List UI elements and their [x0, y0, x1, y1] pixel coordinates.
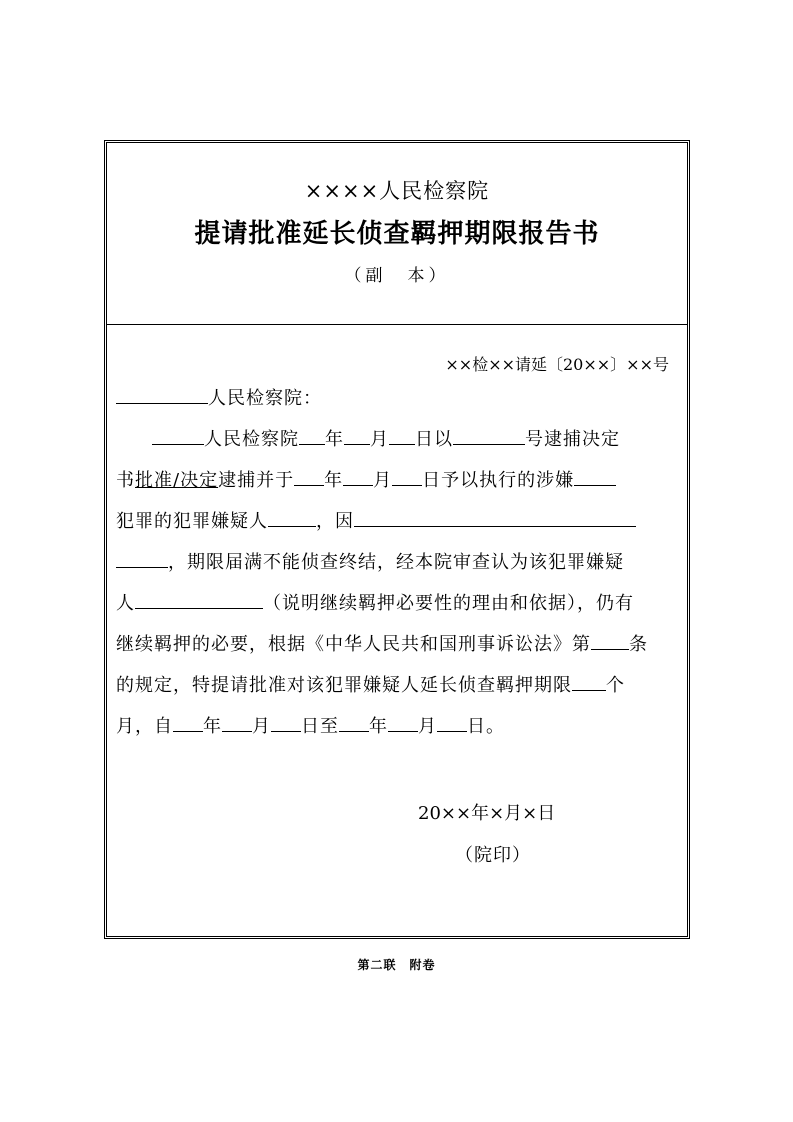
text-segment: 人民检察院 [204, 429, 299, 450]
paragraph-line-4 [116, 549, 681, 576]
months-blank[interactable] [572, 672, 606, 691]
paragraph-line-2 [116, 467, 681, 494]
text-segment: 月，自 [116, 716, 173, 737]
text-segment: 年 [324, 470, 344, 491]
text-segment: 年 [325, 429, 344, 450]
month-blank[interactable] [343, 467, 373, 486]
text-segment: 月 [418, 716, 437, 737]
document-number: ××检××请延〔20××〕××号 [445, 355, 669, 374]
end-year-blank[interactable] [339, 713, 369, 732]
paragraph-line-7 [116, 672, 681, 699]
text-segment: 继续羁押的必要，根据《中华人民共和国刑事诉讼法》第 [116, 634, 591, 655]
text-segment: 月 [370, 429, 389, 450]
day-blank[interactable] [389, 426, 415, 445]
article-blank[interactable] [591, 631, 629, 650]
form-header [107, 143, 687, 325]
suspect-name-blank[interactable] [268, 508, 316, 527]
document-title: 提请批准延长侦查羁押期限报告书 [194, 219, 600, 249]
seal-placeholder: （院印） [455, 845, 531, 866]
paragraph-line-5 [116, 590, 681, 617]
end-month-blank[interactable] [388, 713, 418, 732]
text-segment: 年 [203, 716, 222, 737]
year-blank[interactable] [294, 467, 324, 486]
procuratorate-blank[interactable] [152, 426, 204, 445]
end-day-blank[interactable] [437, 713, 467, 732]
text-segment: 日至 [301, 716, 339, 737]
text-segment: 条 [629, 634, 648, 655]
text-segment: 日以 [415, 429, 453, 450]
addressee-suffix: 人民检察院： [208, 388, 322, 409]
text-segment: 书 [116, 470, 135, 491]
paragraph-line-3 [116, 508, 681, 535]
decision-number-blank[interactable] [453, 426, 525, 445]
crime-blank[interactable] [574, 467, 616, 486]
text-segment: ，期限届满不能侦查终结，经本院审查认为该犯罪嫌疑 [168, 552, 624, 573]
approve-decide-option[interactable]: 批准/决定 [135, 470, 219, 491]
text-segment: ，因 [316, 511, 354, 532]
text-segment: 月 [373, 470, 393, 491]
document-date: 20××年×月×日 [418, 803, 556, 824]
start-month-blank[interactable] [222, 713, 252, 732]
form-body [107, 325, 687, 936]
text-segment: 日。 [467, 716, 505, 737]
text-segment: 逮捕并于 [218, 470, 295, 491]
paragraph-line-6 [116, 631, 681, 658]
day-blank[interactable] [392, 467, 422, 486]
reason-blank[interactable] [354, 508, 636, 527]
paragraph-line-8 [116, 713, 681, 740]
necessity-blank[interactable] [135, 590, 263, 609]
text-segment: 号逮捕决定 [525, 429, 620, 450]
form-frame [104, 140, 690, 939]
reason-continued-blank[interactable] [116, 549, 168, 568]
text-segment: 犯罪的犯罪嫌疑人 [116, 511, 268, 532]
text-segment: 的规定，特提请批准对该犯罪嫌疑人延长侦查羁押期限 [116, 675, 572, 696]
text-segment: 个 [606, 675, 625, 696]
footer-note: 第二联 附卷 [357, 958, 436, 972]
addressee-line [116, 385, 681, 412]
start-year-blank[interactable] [173, 713, 203, 732]
start-day-blank[interactable] [271, 713, 301, 732]
text-segment: （说明继续羁押必要性的理由和依据），仍有 [263, 593, 634, 614]
paragraph-line-1 [116, 426, 681, 453]
copy-mark: （副 本） [344, 266, 450, 286]
month-blank[interactable] [344, 426, 370, 445]
addressee-blank[interactable] [116, 385, 208, 404]
year-blank[interactable] [299, 426, 325, 445]
text-segment: 年 [369, 716, 388, 737]
court-name: ××××人民检察院 [304, 179, 490, 203]
text-segment: 人 [116, 593, 135, 614]
text-segment: 月 [252, 716, 271, 737]
text-segment: 日予以执行的涉嫌 [422, 470, 575, 491]
